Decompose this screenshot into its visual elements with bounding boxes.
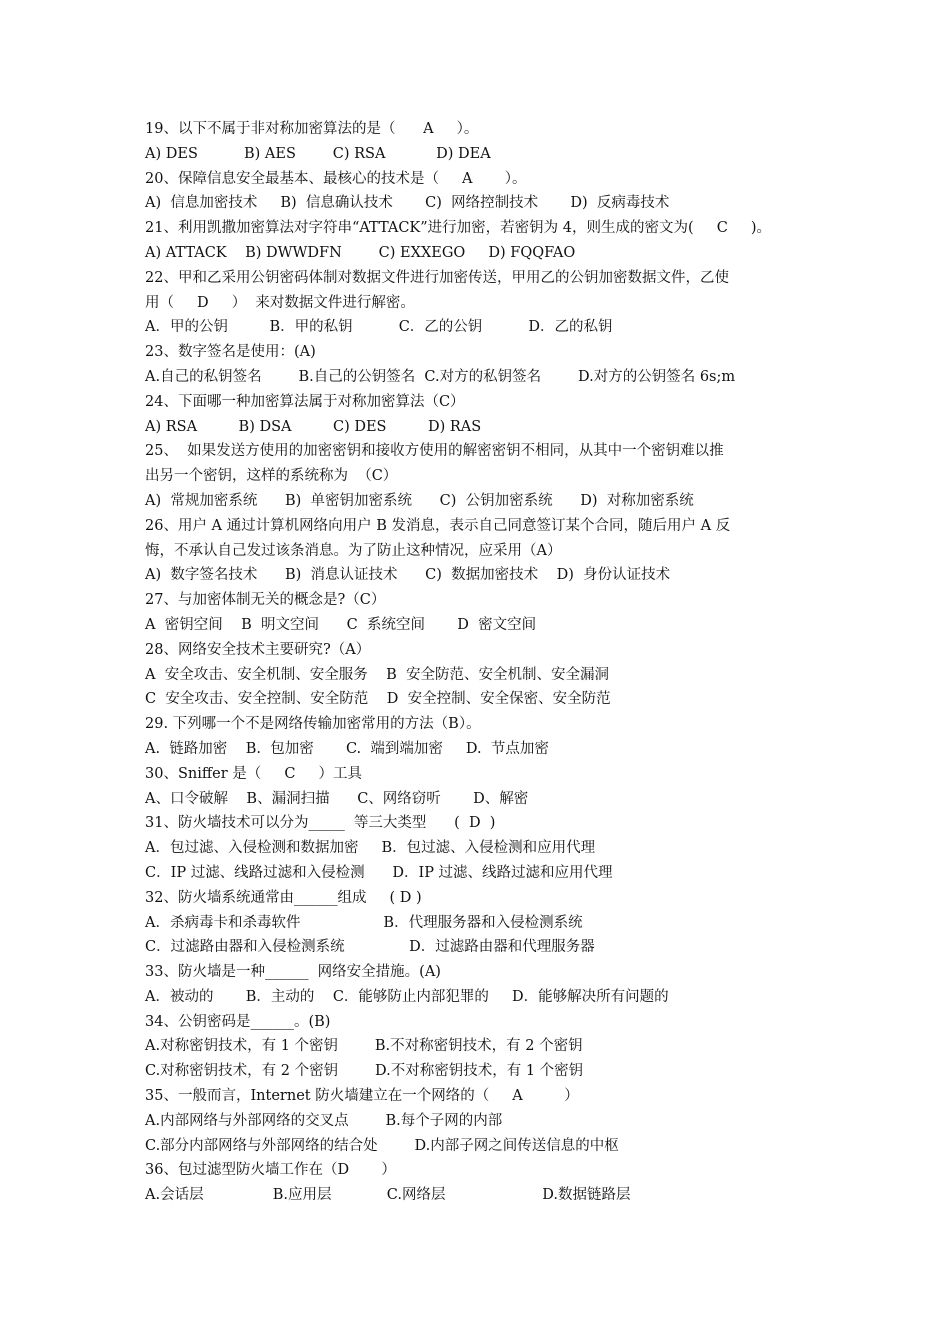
options-33: A．被动的 B．主动的 C．能够防止内部犯罪的 D．能够解决所有问题的: [145, 988, 669, 1005]
question-35: 35、一般而言，Internet 防火墙建立在一个网络的（ A ）: [145, 1088, 579, 1105]
options-28-cd: C 安全攻击、安全控制、安全防范 D 安全控制、安全保密、安全防范: [145, 691, 611, 708]
options-28-ab: A 安全攻击、安全机制、安全服务 B 安全防范、安全机制、安全漏洞: [145, 666, 609, 683]
question-list: [145, 117, 815, 1208]
question-30: 30、Sniffer 是（ C ）工具: [145, 765, 362, 782]
question-21: 21、利用凯撒加密算法对字符串“ATTACK”进行加密，若密钥为 4，则生成的密文为( C )。: [145, 220, 772, 237]
question-25-cont: 出另一个密钥，这样的系统称为 （C）: [145, 468, 398, 485]
options-31-cd: C．IP 过滤、线路过滤和入侵检测 D．IP 过滤、线路过滤和应用代理: [145, 864, 613, 881]
question-36: 36、包过滤型防火墙工作在（D ）: [145, 1162, 396, 1179]
question-20: 20、保障信息安全最基本、最核心的技术是（ A ）。: [145, 170, 527, 187]
question-29: 29. 下列哪一个不是网络传输加密常用的方法（B）。: [145, 716, 481, 733]
options-21: A) ATTACK B) DWWDFN C) EXXEGO D) FQQFAO: [145, 244, 576, 261]
options-25: A) 常规加密系统 B) 单密钥加密系统 C) 公钥加密系统 D) 对称加密系统: [145, 492, 694, 509]
question-19: 19、以下不属于非对称加密算法的是（ A ）。: [145, 121, 479, 137]
question-26-cont: 悔，不承认自己发过该条消息。为了防止这种情况，应采用（A）: [145, 542, 562, 559]
options-34-cd: C.对称密钥技术，有 2 个密钥 D.不对称密钥技术，有 1 个密钥: [145, 1063, 584, 1080]
options-29: A. 链路加密 B. 包加密 C. 端到端加密 D. 节点加密: [145, 740, 549, 757]
options-32-cd: C．过滤路由器和入侵检测系统 D．过滤路由器和代理服务器: [145, 939, 595, 956]
options-36: A.会话层 B.应用层 C.网络层 D.数据链路层: [145, 1187, 631, 1204]
options-30: A、口令破解 B、漏洞扫描 C、网络窃听 D、解密: [145, 790, 529, 807]
options-24: A) RSA B) DSA C) DES D) RAS: [145, 418, 482, 435]
options-35-ab: A.内部网络与外部网络的交叉点 B.每个子网的内部: [145, 1112, 503, 1129]
question-22-cont: 用（ D ） 来对数据文件进行解密。: [145, 294, 415, 311]
question-22: 22、甲和乙采用公钥密码体制对数据文件进行加密传送，甲用乙的公钥加密数据文件，乙使: [145, 269, 729, 286]
options-26: A) 数字签名技术 B) 消息认证技术 C) 数据加密技术 D) 身份认证技术: [145, 567, 671, 584]
options-22: A．甲的公钥 B．甲的私钥 C．乙的公钥 D．乙的私钥: [145, 319, 613, 336]
question-33: 33、防火墙是一种______ 网络安全措施。(A): [145, 964, 441, 981]
options-19: A) DES B) AES C) RSA D) DEA: [145, 145, 491, 162]
options-27: A 密钥空间 B 明文空间 C 系统空间 D 密文空间: [145, 616, 537, 633]
question-27: 27、与加密体制无关的概念是?（C）: [145, 592, 386, 609]
question-31: 31、防火墙技术可以分为_____ 等三大类型 ( D ): [145, 815, 496, 832]
question-32: 32、防火墙系统通常由______组成 ( D ): [145, 889, 422, 906]
options-31-ab: A．包过滤、入侵检测和数据加密 B．包过滤、入侵检测和应用代理: [145, 840, 596, 857]
question-26: 26、用户 A 通过计算机网络向用户 B 发消息，表示自己同意签订某个合同，随后用户 A 反: [145, 517, 731, 534]
options-34-ab: A.对称密钥技术，有 1 个密钥 B.不对称密钥技术，有 2 个密钥: [145, 1038, 583, 1055]
question-23: 23、数字签名是使用：(A): [145, 344, 316, 361]
question-24: 24、下面哪一种加密算法属于对称加密算法（C）: [145, 393, 465, 410]
question-34: 34、公钥密码是______。(B): [145, 1013, 331, 1030]
question-28: 28、网络安全技术主要研究?（A）: [145, 641, 371, 658]
question-25: 25、 如果发送方使用的加密密钥和接收方使用的解密密钥不相同，从其中一个密钥难以推: [145, 443, 724, 460]
options-35-cd: C.部分内部网络与外部网络的结合处 D.内部子网之间传送信息的中枢: [145, 1137, 619, 1154]
options-23: A.自己的私钥签名 B.自己的公钥签名 C.对方的私钥签名 D.对方的公钥签名 6s;m: [145, 368, 736, 385]
options-20: A) 信息加密技术 B) 信息确认技术 C) 网络控制技术 D) 反病毒技术: [145, 195, 670, 212]
options-32-ab: A．杀病毒卡和杀毒软件 B．代理服务器和入侵检测系统: [145, 914, 583, 931]
